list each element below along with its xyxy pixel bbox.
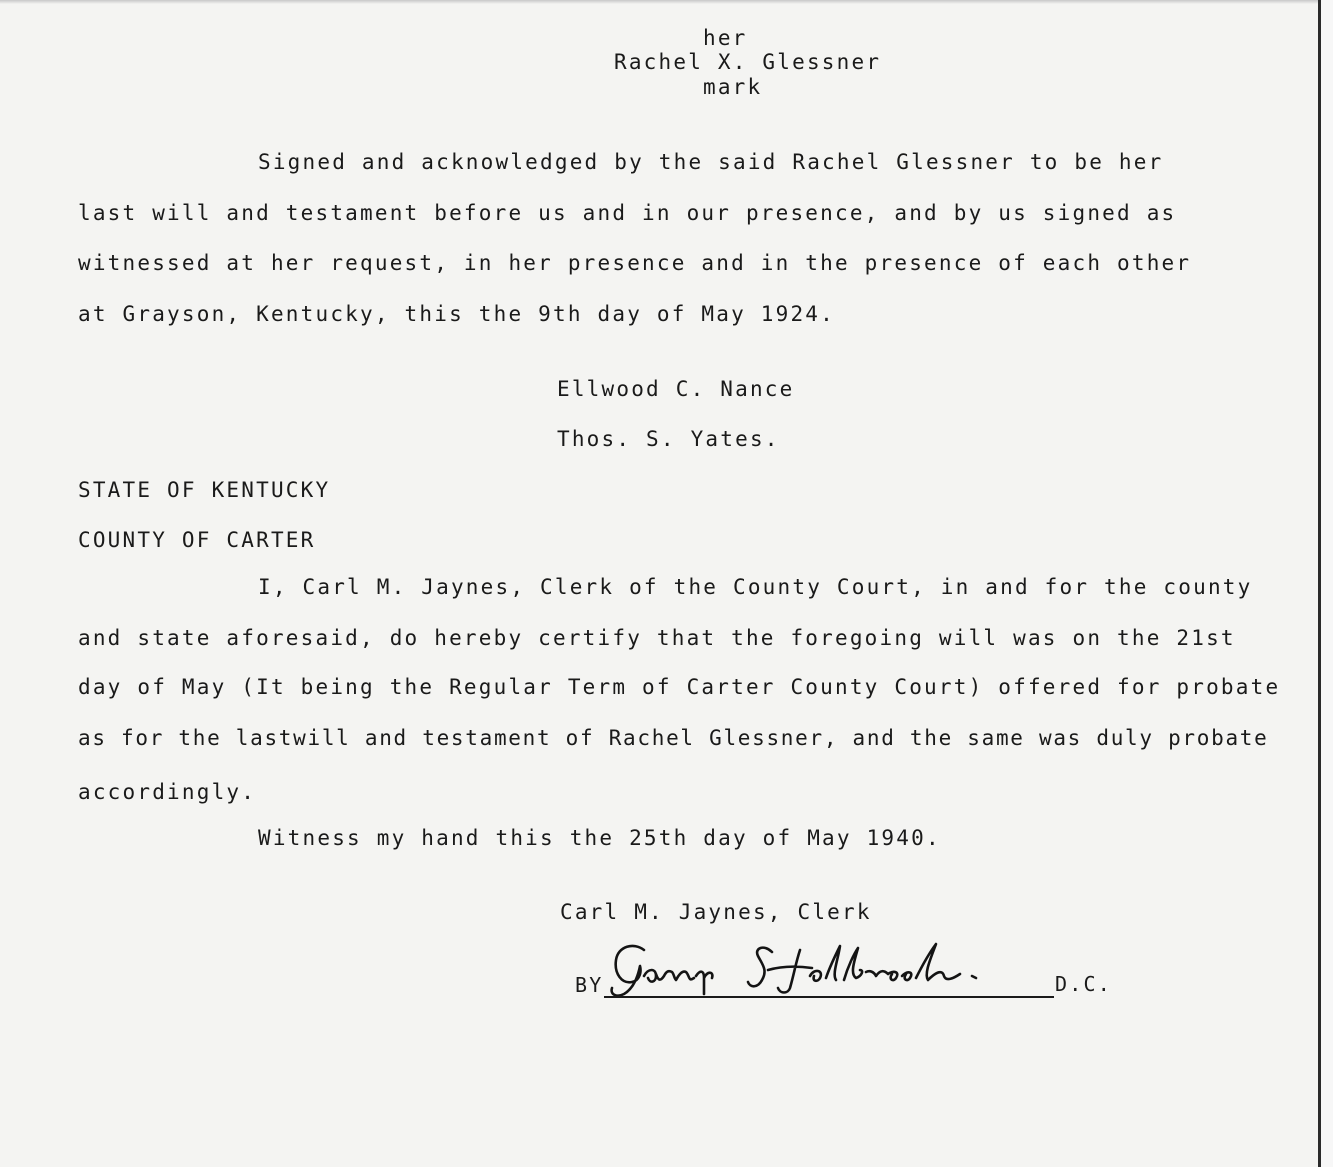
- signature-mark: mark: [703, 75, 763, 99]
- certificate-line: as for the lastwill and testament of Rachel Glessner, and the same was duly probate: [78, 726, 1269, 750]
- deputy-clerk-handwritten-signature: [604, 936, 1004, 1000]
- clerk-by-label: BY: [575, 973, 604, 997]
- attestation-line: witnessed at her request, in her presence and in the presence of each other: [78, 251, 1192, 275]
- scan-top-edge: [0, 0, 1318, 4]
- attestation-line: at Grayson, Kentucky, this the 9th day of May 1924.: [78, 302, 835, 326]
- deputy-clerk-suffix: D.C.: [1055, 972, 1112, 996]
- attestation-line: last will and testament before us and in our presence, and by us signed as: [78, 201, 1177, 225]
- certificate-line: I, Carl M. Jaynes, Clerk of the County Court, in and for the county: [258, 575, 1253, 599]
- witness-name: Thos. S. Yates.: [557, 427, 780, 451]
- venue-state: STATE OF KENTUCKY: [78, 478, 331, 502]
- signature-name: Rachel X. Glessner: [614, 50, 882, 74]
- certificate-line: and state aforesaid, do hereby certify that the foregoing will was on the 21st: [78, 626, 1236, 650]
- certificate-witness-line: Witness my hand this the 25th day of May 1940.: [258, 826, 941, 850]
- certificate-line: day of May (It being the Regular Term of Carter County Court) offered for probate: [78, 675, 1281, 699]
- signature-line: [604, 996, 1054, 998]
- signature-her: her: [703, 26, 748, 50]
- witness-name: Ellwood C. Nance: [557, 377, 795, 401]
- scan-margin: [1321, 0, 1333, 1167]
- certificate-line: accordingly.: [78, 780, 257, 804]
- venue-county: COUNTY OF CARTER: [78, 528, 316, 552]
- attestation-line: Signed and acknowledged by the said Rachel Glessner to be her: [258, 150, 1164, 174]
- clerk-name: Carl M. Jaynes, Clerk: [560, 900, 872, 924]
